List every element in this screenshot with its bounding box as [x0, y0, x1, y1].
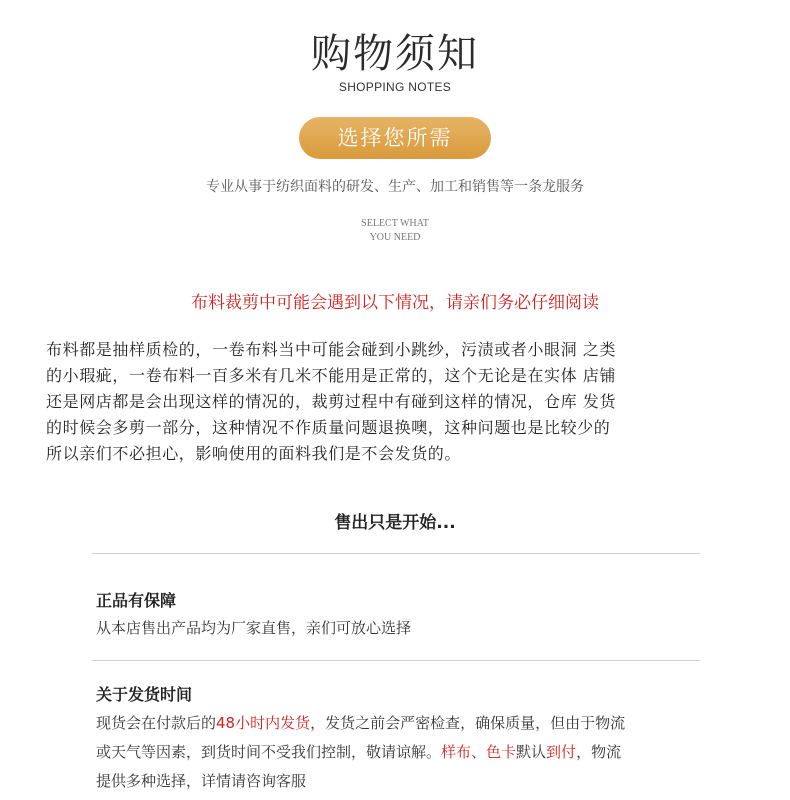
shipping-line-3: 提供多种选择，详情请咨询客服 — [96, 772, 307, 790]
guarantee-title: 正品有保障 — [96, 591, 177, 610]
guarantee-body: 从本店售出产品均为厂家直售，亲们可放心选择 — [96, 619, 412, 637]
shipping-title: 关于发货时间 — [96, 685, 193, 704]
page-title: 购物须知 — [311, 31, 479, 77]
select-caption-line1: SELECT WHAT — [361, 218, 429, 229]
notice-line: 所以亲们不必担心，影响使用的面料我们是不会发货的。 — [46, 444, 462, 463]
divider — [92, 660, 700, 661]
shipping-time-highlight: 48小时内发货 — [216, 714, 311, 732]
divider — [92, 553, 700, 554]
warning-text: 布料裁剪中可能会遇到以下情况，请亲们务必仔细阅读 — [191, 293, 599, 313]
shipping-line-1 — [96, 709, 716, 738]
notice-paragraph — [46, 337, 746, 467]
after-sale-heading: 售出只是开始... — [334, 513, 456, 533]
select-needs-button[interactable]: 选择您所需 — [299, 117, 491, 159]
shipping-text: 或天气等因素，到货时间不受我们控制，敬请谅解。 — [96, 743, 442, 761]
sample-highlight: 样布、色卡 — [441, 743, 517, 761]
tagline: 专业从事于纺织面料的研发、生产、加工和销售等一条龙服务 — [206, 179, 584, 195]
select-what-caption — [0, 217, 790, 245]
shipping-text: ，物流 — [576, 743, 622, 761]
notice-line: 的小瑕疵，一卷布料一百多米有几米不能用是正常的，这个无论是在实体 店铺 — [46, 366, 617, 385]
select-caption-line2: YOU NEED — [369, 232, 421, 243]
shipping-text: 现货会在付款后的 — [96, 714, 217, 732]
shipping-line-2 — [96, 738, 716, 767]
shipping-text: 默认 — [516, 743, 547, 761]
shipping-text: ，发货之前会严密检查，确保质量，但由于物流 — [310, 714, 626, 732]
cod-highlight: 到付 — [546, 743, 577, 761]
notice-line: 的时候会多剪一部分，这种情况不作质量问题退换噢，这种问题也是比较少的 — [46, 418, 611, 437]
notice-line: 还是网店都是会出现这样的情况的，裁剪过程中有碰到这样的情况，仓库 发货 — [46, 392, 617, 411]
shipping-body — [96, 709, 716, 796]
page-subtitle: SHOPPING NOTES — [338, 80, 452, 94]
notice-line: 布料都是抽样质检的，一卷布料当中可能会碰到小跳纱，污渍或者小眼洞 之类 — [46, 340, 617, 359]
